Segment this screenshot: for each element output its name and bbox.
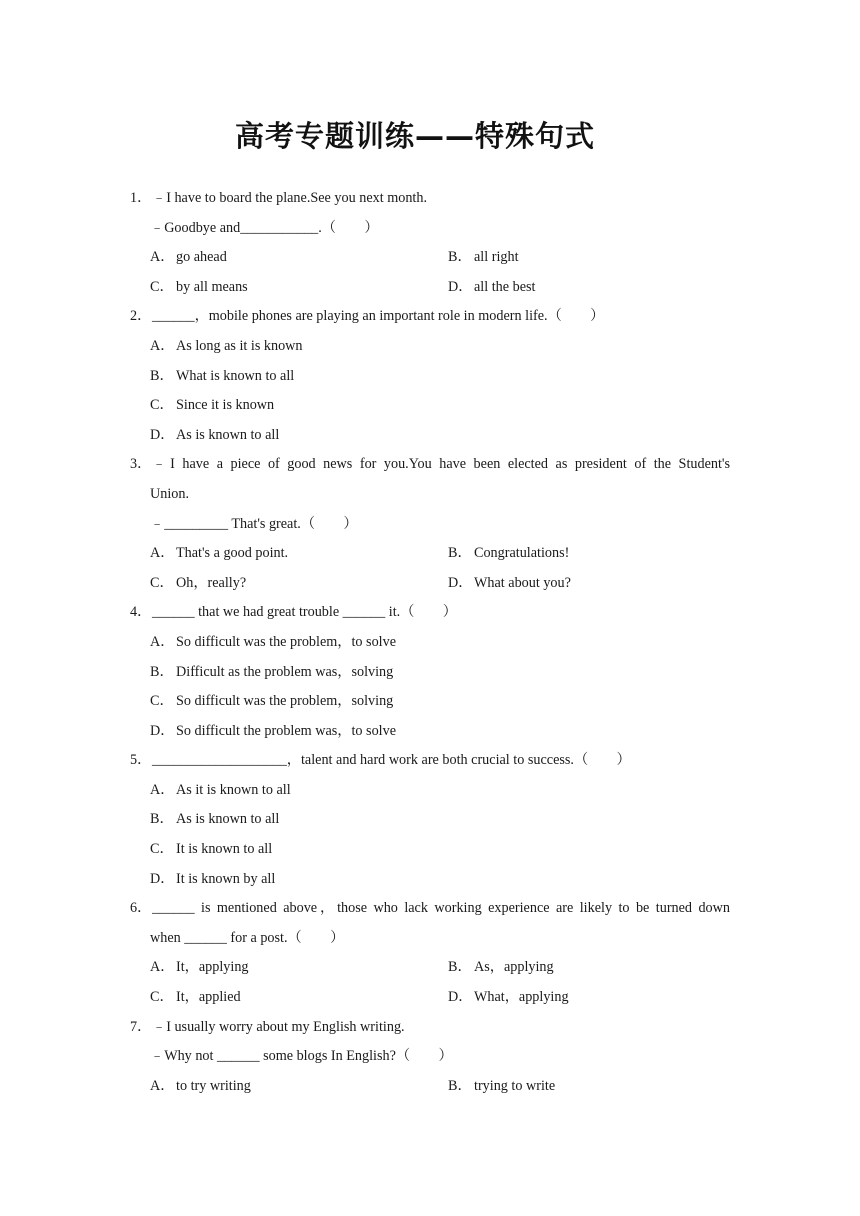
option-c[interactable]: C． Since it is known xyxy=(150,397,275,414)
question-5 xyxy=(0,746,860,894)
option-row xyxy=(0,835,860,865)
question-stem xyxy=(0,450,860,480)
option-row xyxy=(0,687,860,717)
question-number: 2． xyxy=(130,308,152,325)
option-row xyxy=(0,1072,860,1102)
option-a[interactable]: A． So difficult was the problem，to solve xyxy=(150,633,397,650)
question-number: 6． xyxy=(130,900,152,917)
stem-text: ﹣_________ That's great.（ ） xyxy=(150,515,358,532)
option-row xyxy=(0,243,860,273)
question-stem xyxy=(0,598,860,628)
option-b[interactable]: B． all right xyxy=(448,249,519,266)
option-row xyxy=(0,391,860,421)
option-b[interactable]: B． What is known to all xyxy=(150,367,295,384)
stem-text: ﹣Why not ______ some blogs In English?（ ） xyxy=(150,1048,453,1065)
option-row xyxy=(0,805,860,835)
option-row xyxy=(0,539,860,569)
question-7 xyxy=(0,1013,860,1102)
option-d[interactable]: D． What about you? xyxy=(448,574,571,591)
option-b[interactable]: B． As is known to all xyxy=(150,811,280,828)
option-c[interactable]: C． So difficult was the problem，solving xyxy=(150,693,394,710)
option-d[interactable]: D． As is known to all xyxy=(150,426,280,443)
option-row xyxy=(0,717,860,747)
option-a[interactable]: A． go ahead xyxy=(150,249,227,266)
option-row xyxy=(0,776,860,806)
stem-text: when ______ for a post.（ ） xyxy=(150,929,345,946)
option-b[interactable]: B． trying to write xyxy=(448,1077,556,1094)
stem-text: ______ is mentioned above，those who lack working experience are likely to be turned down xyxy=(152,900,730,917)
option-c[interactable]: C． It is known to all xyxy=(150,841,273,858)
option-row xyxy=(0,273,860,303)
question-list xyxy=(0,184,860,1101)
option-d[interactable]: D． all the best xyxy=(448,278,536,295)
page-title: 高考专题训练——特殊句式 xyxy=(234,119,595,153)
option-row xyxy=(0,658,860,688)
stem-text: ﹣I have to board the plane.See you next month. xyxy=(152,190,428,206)
option-c[interactable]: C． It，applied xyxy=(150,989,241,1006)
option-row xyxy=(0,865,860,895)
stem-text: ___________________，talent and hard work are both crucial to success.（ ） xyxy=(152,752,631,769)
option-row xyxy=(0,421,860,451)
question-number: 4． xyxy=(130,604,152,621)
question-number: 3． xyxy=(130,456,152,473)
option-a[interactable]: A． As it is known to all xyxy=(150,781,291,798)
question-stem xyxy=(0,302,860,332)
option-b[interactable]: B． Congratulations! xyxy=(448,545,570,562)
stem-text: Union. xyxy=(150,485,190,502)
question-6 xyxy=(0,894,860,1012)
stem-text: ______，mobile phones are playing an important role in modern life.（ ） xyxy=(152,308,605,325)
question-stem xyxy=(0,894,860,924)
option-d[interactable]: D． It is known by all xyxy=(150,870,276,887)
question-2 xyxy=(0,302,860,450)
option-a[interactable]: A． to try writing xyxy=(150,1077,251,1094)
option-d[interactable]: D． So difficult the problem was，to solve xyxy=(150,722,397,739)
option-c[interactable]: C． Oh，really? xyxy=(150,574,247,591)
question-number: 5． xyxy=(130,752,152,769)
option-row xyxy=(0,628,860,658)
question-1 xyxy=(0,184,860,302)
stem-text: ______ that we had great trouble ______ it.（ ） xyxy=(152,604,457,621)
option-row xyxy=(0,983,860,1013)
question-stem xyxy=(0,184,860,214)
option-row xyxy=(0,953,860,983)
option-b[interactable]: B． As，applying xyxy=(448,959,554,976)
option-d[interactable]: D． What，applying xyxy=(448,989,569,1006)
option-c[interactable]: C． by all means xyxy=(150,278,248,295)
question-number: 7． xyxy=(130,1018,152,1035)
stem-text: ﹣I have a piece of good news for you.You have been elected as president of the Student's xyxy=(152,456,730,473)
option-a[interactable]: A． That's a good point. xyxy=(150,545,289,562)
question-3 xyxy=(0,450,860,598)
stem-text: ﹣Goodbye and___________.（ ） xyxy=(150,219,379,236)
question-number: 1． xyxy=(130,190,152,206)
option-a[interactable]: A． As long as it is known xyxy=(150,337,303,354)
question-4 xyxy=(0,598,860,746)
question-stem xyxy=(0,1013,860,1043)
option-b[interactable]: B． Difficult as the problem was，solving xyxy=(150,663,394,680)
option-row xyxy=(0,569,860,599)
stem-text: ﹣I usually worry about my English writing. xyxy=(152,1018,405,1035)
option-row xyxy=(0,332,860,362)
option-row xyxy=(0,362,860,392)
question-stem xyxy=(0,746,860,776)
option-a[interactable]: A． It，applying xyxy=(150,959,249,976)
